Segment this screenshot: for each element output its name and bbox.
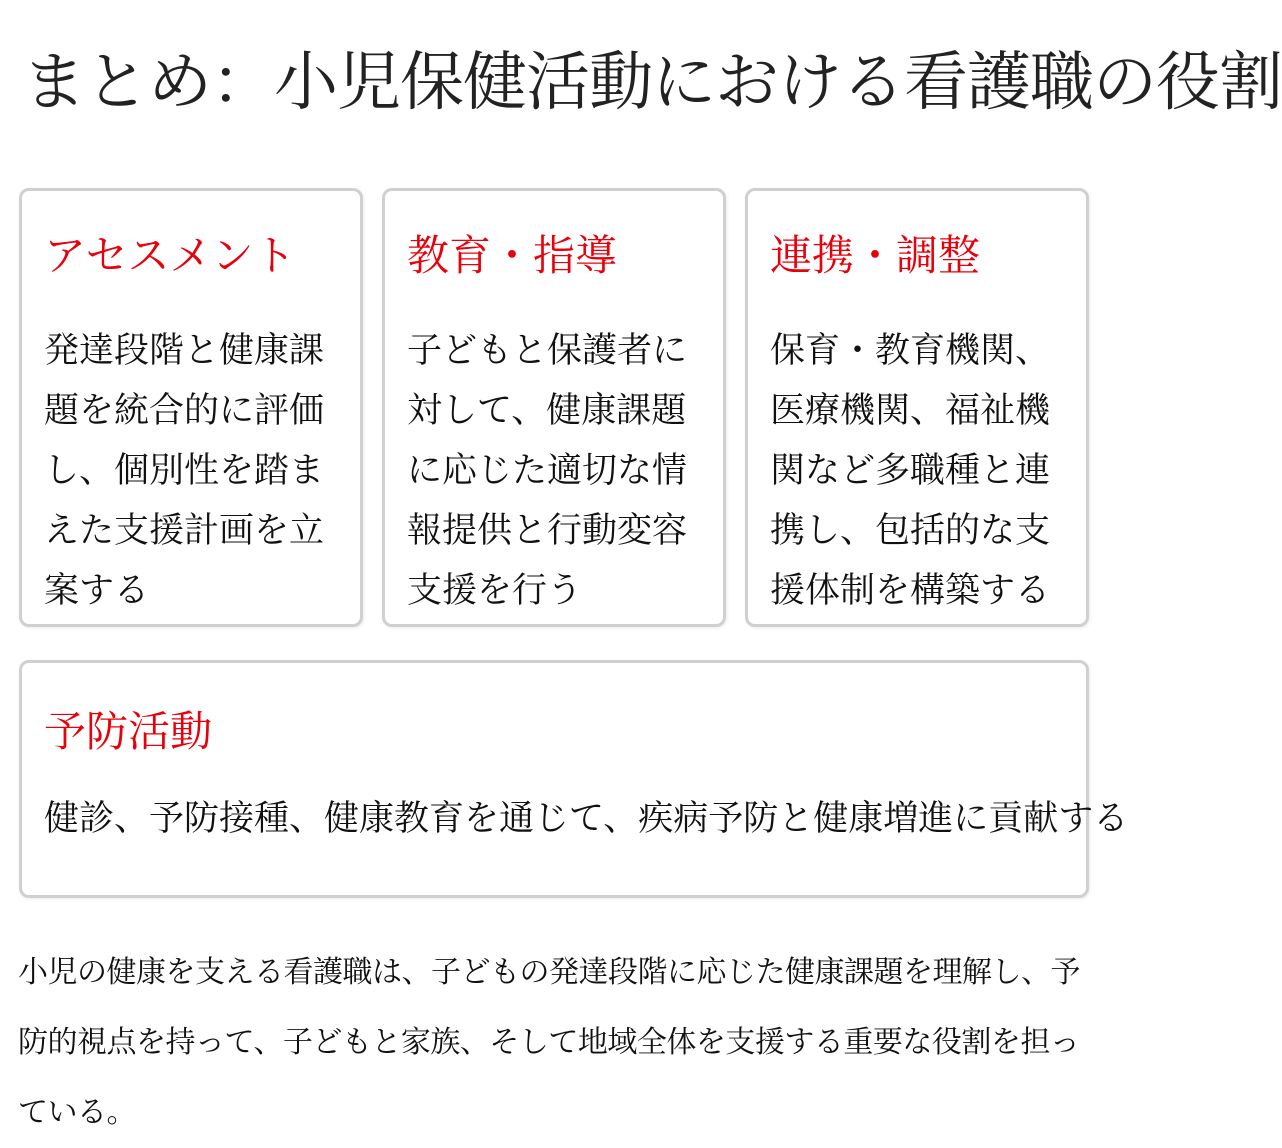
card-coordination (745, 188, 1089, 627)
card-body: 健診、予防接種、健康教育を通じて、疾病予防と健康増進に貢献する (44, 799, 1129, 839)
card-body: 子どもと保護者に対して、健康課題に応じた適切な情報提供と行動変容支援を行う (407, 331, 688, 611)
card-heading: 連携・調整 (770, 231, 981, 280)
page-title: まとめ：小児保健活動における看護職の役割 (22, 46, 1282, 120)
summary-paragraph: 小児の健康を支える看護職は、子どもの発達段階に応じた健康課題を理解し、予防的視点を持って、子どもと家族、そして地域全体を支援する重要な役割を担っている。 (18, 955, 1080, 1130)
card-heading: 予防活動 (44, 707, 213, 756)
card-assessment (19, 188, 363, 627)
card-heading: アセスメント (44, 231, 296, 280)
card-prevention (19, 660, 1129, 898)
card-education (382, 188, 726, 627)
card-body: 発達段階と健康課題を統合的に評価し、個別性を踏まえた支援計画を立案する (44, 331, 325, 611)
card-body: 保育・教育機関、医療機関、福祉機関など多職種と連携し、包括的な支援体制を構築する (770, 331, 1051, 611)
card-heading: 教育・指導 (407, 231, 618, 280)
